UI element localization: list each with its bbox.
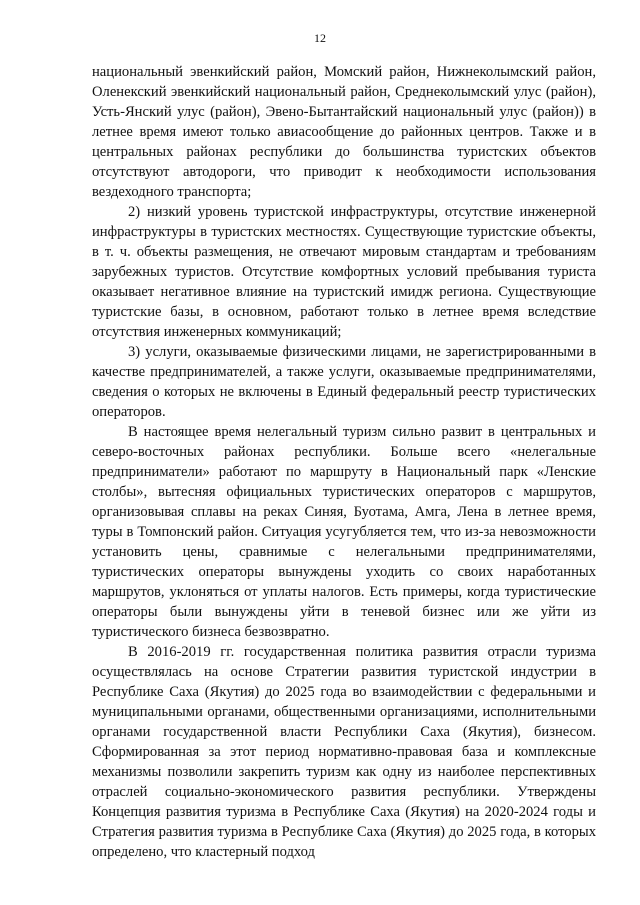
- paragraph-illegal-tourism: В настоящее время нелегальный туризм сильно развит в центральных и северо-восточных районах республики. Больше всего «нелегальные предприниматели» работают по маршруту в Национальный парк «Ленские столбы», вытесняя официальных туристических операторов с маршрутов, организовывая сплавы на реках Синяя, Буотама, Амга, Лена в летнее время, туры в Томпонский район. Ситуация усугубляется тем, что из-за невозможности установить цены, сравнимые с нелегальными предпринимателями, туристических операторы вынуждены уходить со своих наработанных маршрутов, уклоняться от уплаты налогов. Есть примеры, когда туристические операторы были вынуждены уйти в теневой бизнес или же уйти из туристического бизнеса безвозвратно.: [92, 424, 596, 640]
- paragraph-item-2: 2) низкий уровень туристской инфраструктуры, отсутствие инженерной инфраструктуры в туристских местностях. Существующие туристские объекты, в т. ч. объекты размещения, не отвечают мировым стандартам и требованиям зарубежных туристов. Отсутствие комфортных условий пребывания туриста оказывает негативное влияние на туристский имидж региона. Существующие туристские базы, в основном, работают только в летнее время вследствие отсутствия инженерных коммуникаций;: [92, 204, 596, 340]
- paragraph-item-3: 3) услуги, оказываемые физическими лицами, не зарегистрированными в качестве предпринимателей, а также услуги, оказываемые предпринимателями, сведения о которых не включены в Единый федеральный реестр туристических операторов.: [92, 344, 596, 420]
- document-body: [92, 62, 596, 862]
- paragraph-state-policy: В 2016-2019 гг. государственная политика развития отрасли туризма осуществлялась на основе Стратегии развития туристской индустрии в Республике Саха (Якутия) до 2025 года во взаимодействии с федеральными и муниципальными органами, общественными организациями, исполнительными органами государственной власти Республики Саха (Якутия), бизнесом. Сформированная за этот период нормативно-правовая база и комплексные механизмы позволили закрепить туризм как одну из наиболее перспективных отраслей социально-экономического развития республики. Утверждены Концепция развития туризма в Республике Саха (Якутия) на 2020-2024 годы и Стратегия развития туризма в Республике Саха (Якутия) до 2025 года, в которых определено, что кластерный подход: [92, 644, 596, 860]
- paragraph-continuation: национальный эвенкийский район, Момский район, Нижнеколымский район, Оленекский эвенкийский национальный район, Среднеколымский улус (район), Усть-Янский улус (район), Эвено-Бытантайский национальный улус (район)) в летнее время имеют только авиасообщение до районных центров. Также и в центральных районах республики до большинства туристских объектов отсутствуют автодороги, что приводит к необходимости использования вездеходного транспорта;: [92, 64, 596, 200]
- page-number: 12: [314, 31, 326, 45]
